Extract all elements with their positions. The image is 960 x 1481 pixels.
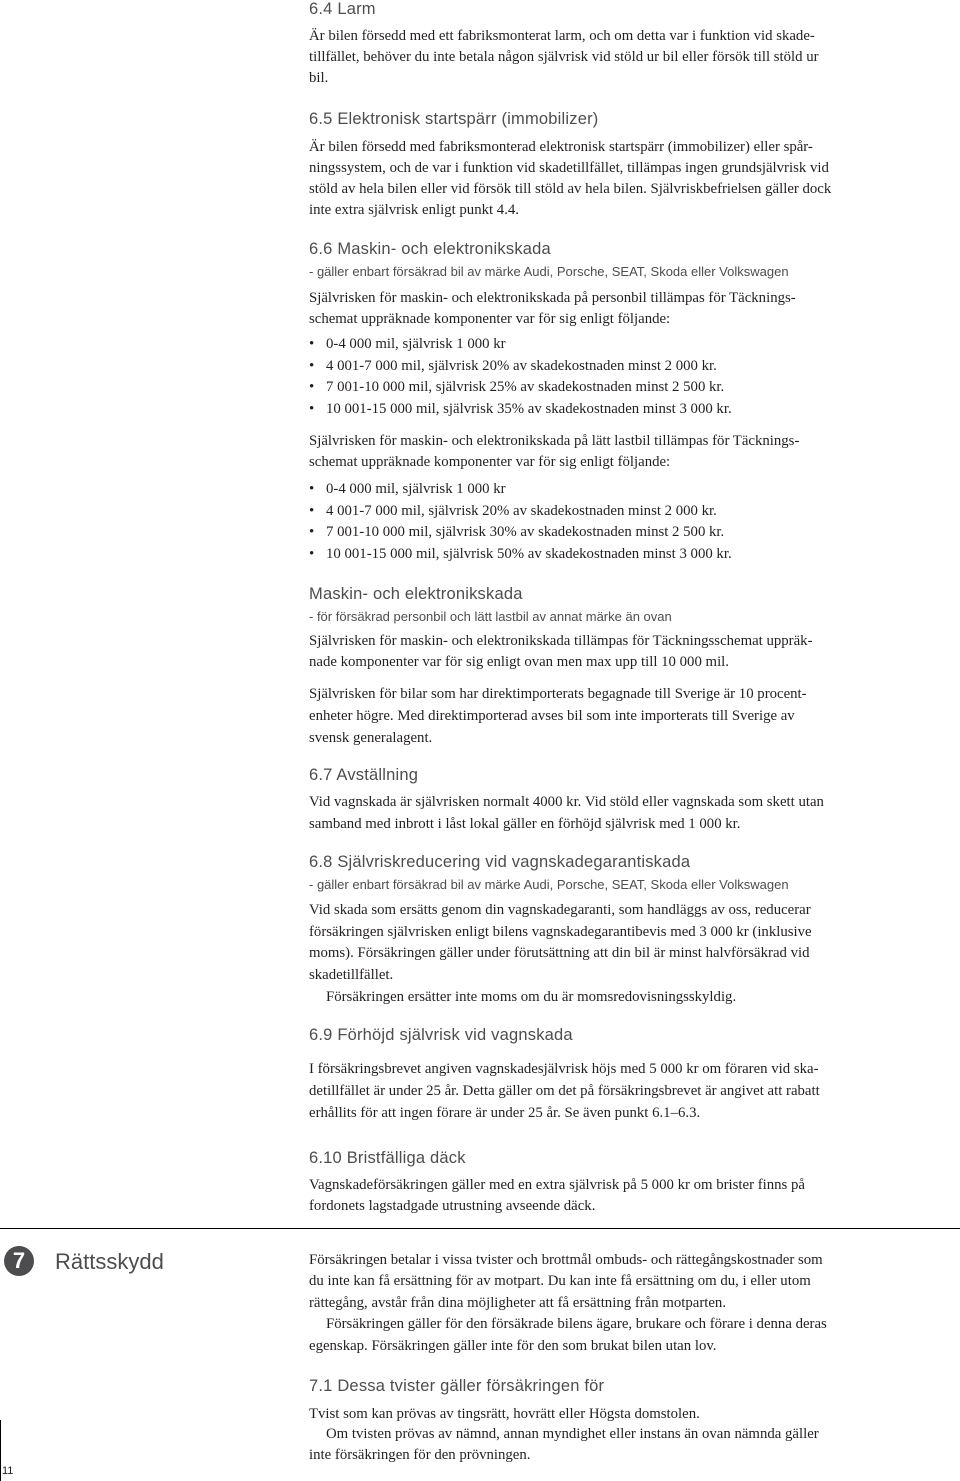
page-number-rule xyxy=(0,1420,1,1481)
chapter-title: Rättsskydd xyxy=(55,1249,164,1274)
para-6-8-line-4: skadetillfället. xyxy=(309,967,394,983)
heading-6-10: 6.10 Bristfälliga däck xyxy=(309,1149,466,1167)
page-number: 11 xyxy=(2,1465,14,1477)
para-maskin-1-line-1: Självrisken för maskin- och elektronikskada tillämpas för Täckningsschemat uppräk- xyxy=(309,633,813,649)
para-7-indent-line-1: Försäkringen gäller för den försäkrade bilens ägare, brukare och förare i denna deras xyxy=(326,1316,827,1332)
para-6-10-line-2: fordonets lagstadgade utrustning avseende däck. xyxy=(309,1198,596,1214)
para-6-6-intro1-line-2: schemat uppräknade komponenter var för sig enligt följande: xyxy=(309,311,671,327)
para-6-7-line-2: samband med inbrott i låst lokal gäller en förhöjd självrisk med 1 000 kr. xyxy=(309,816,741,832)
para-6-9-line-2: detillfället är under 25 år. Detta gäller om det på försäkringsbrevet är angivet att rabatt xyxy=(309,1083,820,1099)
heading-6-7: 6.7 Avställning xyxy=(309,766,419,784)
para-6-8-indent: Försäkringen ersätter inte moms om du är momsredovisningsskyldig. xyxy=(326,989,737,1005)
para-6-5-line-2: ningssystem, och de var i funktion vid skadetillfället, tillämpas ingen grundsjälvrisk vid xyxy=(309,160,829,176)
para-6-6-intro1-line-1: Självrisken för maskin- och elektronikskada på personbil tillämpas för Täcknings- xyxy=(309,290,796,306)
list-item: • 7 001-10 000 mil, självrisk 25% av skadekostnaden minst 2 500 kr. xyxy=(309,377,732,399)
list-item: • 4 001-7 000 mil, självrisk 20% av skadekostnaden minst 2 000 kr. xyxy=(309,501,732,523)
para-maskin-2-line-3: svensk generalagent. xyxy=(309,730,433,746)
list-personbil xyxy=(309,334,732,420)
chapter-divider xyxy=(0,1228,960,1229)
para-6-8-line-2: försäkringen självrisken enligt bilens vagnskadegarantibevis med 3 000 kr (inklusive xyxy=(309,924,812,940)
para-6-4-line-1: Är bilen försedd med ett fabriksmonterat larm, och om detta var i funktion vid skade- xyxy=(309,28,815,44)
heading-6-4: 6.4 Larm xyxy=(309,0,376,18)
chapter-number-badge: 7 xyxy=(4,1246,34,1276)
list-item: • 0-4 000 mil, självrisk 1 000 kr xyxy=(309,479,732,501)
heading-6-9: 6.9 Förhöjd självrisk vid vagnskada xyxy=(309,1026,573,1044)
list-lastbil xyxy=(309,479,732,565)
para-6-5-line-4: inte extra självrisk enligt punkt 4.4. xyxy=(309,202,519,218)
para-maskin-2-line-2: enheter högre. Med direktimporterad avses bil som inte importerats till Sverige av xyxy=(309,708,795,724)
para-7-line-3: rättegång, avstår från dina möjligheter att få ersättning från motparten. xyxy=(309,1295,727,1311)
para-6-6-intro2-line-1: Självrisken för maskin- och elektronikskada på lätt lastbil tillämpas för Täcknings- xyxy=(309,433,800,449)
subheading-maskin: - för försäkrad personbil och lätt lastbil av annat märke än ovan xyxy=(309,609,672,624)
para-7-indent-line-2: egenskap. Försäkringen gäller inte för den som brukat bilen utan lov. xyxy=(309,1338,717,1354)
para-maskin-2-line-1: Självrisken för bilar som har direktimporterats begagnade till Sverige är 10 procent- xyxy=(309,686,807,702)
para-6-7-line-1: Vid vagnskada är självrisken normalt 4000 kr. Vid stöld eller vagnskada som skett utan xyxy=(309,794,824,810)
list-item: • 0-4 000 mil, självrisk 1 000 kr xyxy=(309,334,732,356)
heading-7-1: 7.1 Dessa tvister gäller försäkringen för xyxy=(309,1377,605,1395)
para-6-5-line-1: Är bilen försedd med fabriksmonterad elektronisk startspärr (immobilizer) eller spår- xyxy=(309,139,813,155)
para-6-9-line-1: I försäkringsbrevet angiven vagnskadesjälvrisk höjs med 5 000 kr om föraren vid ska- xyxy=(309,1061,819,1077)
subheading-6-6: - gäller enbart försäkrad bil av märke Audi, Porsche, SEAT, Skoda eller Volkswagen xyxy=(309,264,789,279)
para-6-8-line-3: moms). Försäkringen gäller under förutsättning att din bil är minst halvförsäkrad vid xyxy=(309,945,810,961)
para-7-line-2: du inte kan få ersättning för av motpart. Du kan inte få ersättning om du, i eller utom xyxy=(309,1273,811,1289)
heading-6-5: 6.5 Elektronisk startspärr (immobilizer) xyxy=(309,110,599,128)
para-6-5-line-3: stöld av hela bilen eller vid försök till stöld av hela bilen. Självriskbefrielsen gäller dock xyxy=(309,181,832,197)
para-7-1-indent-line-1: Om tvisten prövas av nämnd, annan myndighet eller instans än ovan nämnda gäller xyxy=(326,1426,819,1442)
list-item: • 10 001-15 000 mil, självrisk 50% av skadekostnaden minst 3 000 kr. xyxy=(309,544,732,566)
para-6-4-line-3: bil. xyxy=(309,70,329,86)
para-7-line-1: Försäkringen betalar i vissa tvister och brottmål ombuds- och rättegångskostnader som xyxy=(309,1252,823,1268)
para-6-9-line-3: erhållits för att ingen förare är under 25 år. Se även punkt 6.1–6.3. xyxy=(309,1105,701,1121)
para-6-4-line-2: tillfället, behöver du inte betala någon självrisk vid stöld ur bil eller försök till stöld ur xyxy=(309,49,819,65)
para-maskin-1-line-2: nade komponenter var för sig enligt ovan men max upp till 10 000 mil. xyxy=(309,654,729,670)
heading-6-8: 6.8 Självriskreducering vid vagnskadegarantiskada xyxy=(309,853,691,871)
list-item: • 4 001-7 000 mil, självrisk 20% av skadekostnaden minst 2 000 kr. xyxy=(309,356,732,378)
para-7-1-indent-line-2: inte försäkringen för den prövningen. xyxy=(309,1447,531,1463)
para-7-1-line: Tvist som kan prövas av tingsrätt, hovrätt eller Högsta domstolen. xyxy=(309,1406,700,1422)
heading-6-6: 6.6 Maskin- och elektronikskada xyxy=(309,240,551,258)
subheading-6-8: - gäller enbart försäkrad bil av märke Audi, Porsche, SEAT, Skoda eller Volkswagen xyxy=(309,877,789,892)
list-item: • 10 001-15 000 mil, självrisk 35% av skadekostnaden minst 3 000 kr. xyxy=(309,399,732,421)
para-6-6-intro2-line-2: schemat uppräknade komponenter var för sig enligt följande: xyxy=(309,454,671,470)
list-item: • 7 001-10 000 mil, självrisk 30% av skadekostnaden minst 2 500 kr. xyxy=(309,522,732,544)
heading-maskin: Maskin- och elektronikskada xyxy=(309,585,523,603)
para-6-8-line-1: Vid skada som ersätts genom din vagnskadegaranti, som handläggs av oss, reducerar xyxy=(309,902,811,918)
para-6-10-line-1: Vagnskadeförsäkringen gäller med en extra självrisk på 5 000 kr om brister finns på xyxy=(309,1177,805,1193)
